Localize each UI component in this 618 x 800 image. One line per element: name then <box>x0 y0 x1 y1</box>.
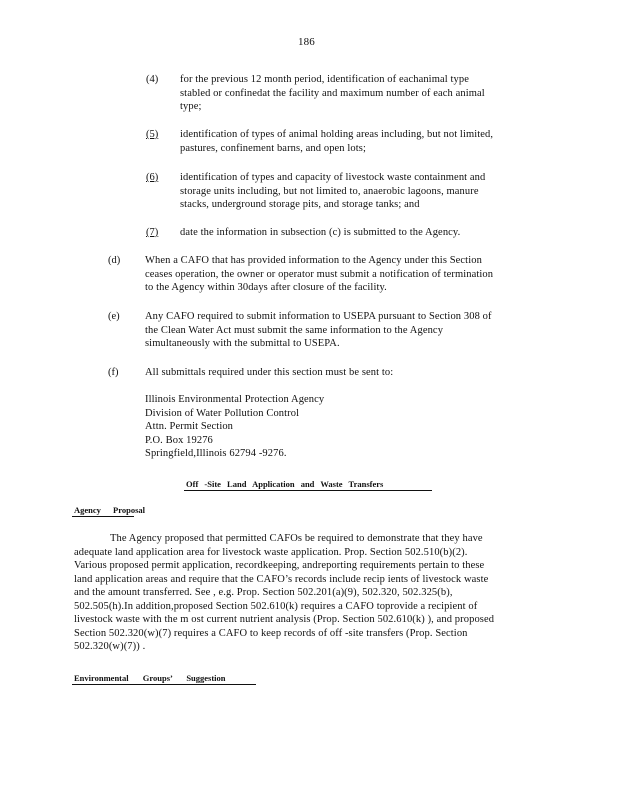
text-line: Any CAFO required to submit information to USEPA pursuant to Section 308 of <box>145 311 492 322</box>
text-line: Various proposed permit application, recordkeeping, andreporting requirements pertain to these <box>74 560 485 571</box>
text-line: identification of types and capacity of livestock waste containment and <box>180 172 486 183</box>
section-heading: Off -Site Land Application and Waste Transfers <box>186 479 384 489</box>
text-line: land application areas and require that the CAFO’s records include recip ients of livestock waste <box>74 573 489 585</box>
item-text <box>180 128 530 155</box>
item-number: (6) <box>146 172 159 183</box>
address-line: P.O. Box 19276 <box>145 434 213 446</box>
section-heading-rule <box>184 490 432 491</box>
environmental-heading-rule <box>72 684 256 685</box>
text-line: to the Agency within 30days after closure of the facility. <box>145 282 387 293</box>
text-line: for the previous 12 month period, identification of eachanimal type <box>180 74 469 85</box>
item-number: (4) <box>146 74 159 85</box>
subsection-text <box>145 310 545 351</box>
text-line: the Clean Water Act must submit the same information to the Agency <box>145 324 444 336</box>
page-number: 186 <box>298 36 315 48</box>
agency-heading: Agency Proposal <box>74 505 145 515</box>
address-line: Illinois Environmental Protection Agency <box>145 394 325 405</box>
item-text <box>180 171 530 212</box>
subsection-letter: (e) <box>108 311 120 322</box>
subsection-letter: (d) <box>108 255 121 266</box>
address-line: Attn. Permit Section <box>145 421 234 432</box>
item-text <box>180 226 530 240</box>
text-line: livestock waste with the m ost current nutrient analysis (Prop. Section 502.610(k) ), and proposed <box>74 614 495 625</box>
text-line: identification of types of animal holding areas including, but not limited, <box>180 129 494 140</box>
text-line: All submittals required under this section must be sent to: <box>145 367 394 378</box>
text-line: simultaneously with the submittal to USEPA. <box>145 338 340 349</box>
subsection-text <box>145 254 545 295</box>
subsection-letter: (f) <box>108 367 119 378</box>
text-line: type; <box>180 101 202 112</box>
text-line: stacks, underground storage pits, and storage tanks; and <box>180 199 420 210</box>
text-line: and the amount transferred. See , e.g. Prop. Section 502.201(a)(9), 502.320, 502.325(b), <box>74 587 453 598</box>
environmental-heading: Environmental Groups’ Suggestion <box>74 673 226 683</box>
item-text <box>180 73 520 114</box>
text-line: The Agency proposed that permitted CAFOs be required to demonstrate that they have <box>110 533 483 544</box>
item-number: (7) <box>146 227 159 238</box>
text-line: Section 502.320(w)(7) requires a CAFO to keep records of off -site transfers (Prop. Section <box>74 627 468 639</box>
text-line: When a CAFO that has provided information to the Agency under this Section <box>145 255 482 266</box>
text-line: pastures, confinement barns, and open lots; <box>180 142 366 154</box>
agency-heading-rule <box>72 516 134 517</box>
text-line: ceases operation, the owner or operator must submit a notification of termination <box>145 268 494 280</box>
text-line: 502.320(w)(7)) . <box>74 641 146 652</box>
text-line: stabled or confinedat the facility and maximum number of each animal <box>180 87 485 99</box>
agency-paragraph <box>74 532 536 654</box>
text-line: date the information in subsection (c) is submitted to the Agency. <box>180 227 461 238</box>
address-line: Division of Water Pollution Control <box>145 407 300 419</box>
subsection-text <box>145 366 545 380</box>
item-number: (5) <box>146 129 159 140</box>
address-block <box>145 393 405 461</box>
address-line: Springfield,Illinois 62794 -9276. <box>145 448 287 459</box>
text-line: 502.505(h).In addition,proposed Section 502.610(k) requires a CAFO toprovide a recipient of <box>74 600 478 612</box>
text-line: storage units including, but not limited to, anaerobic lagoons, manure <box>180 185 479 197</box>
text-line: adequate land application area for livestock waste application. Prop. Section 502.510(b)(2). <box>74 546 468 558</box>
